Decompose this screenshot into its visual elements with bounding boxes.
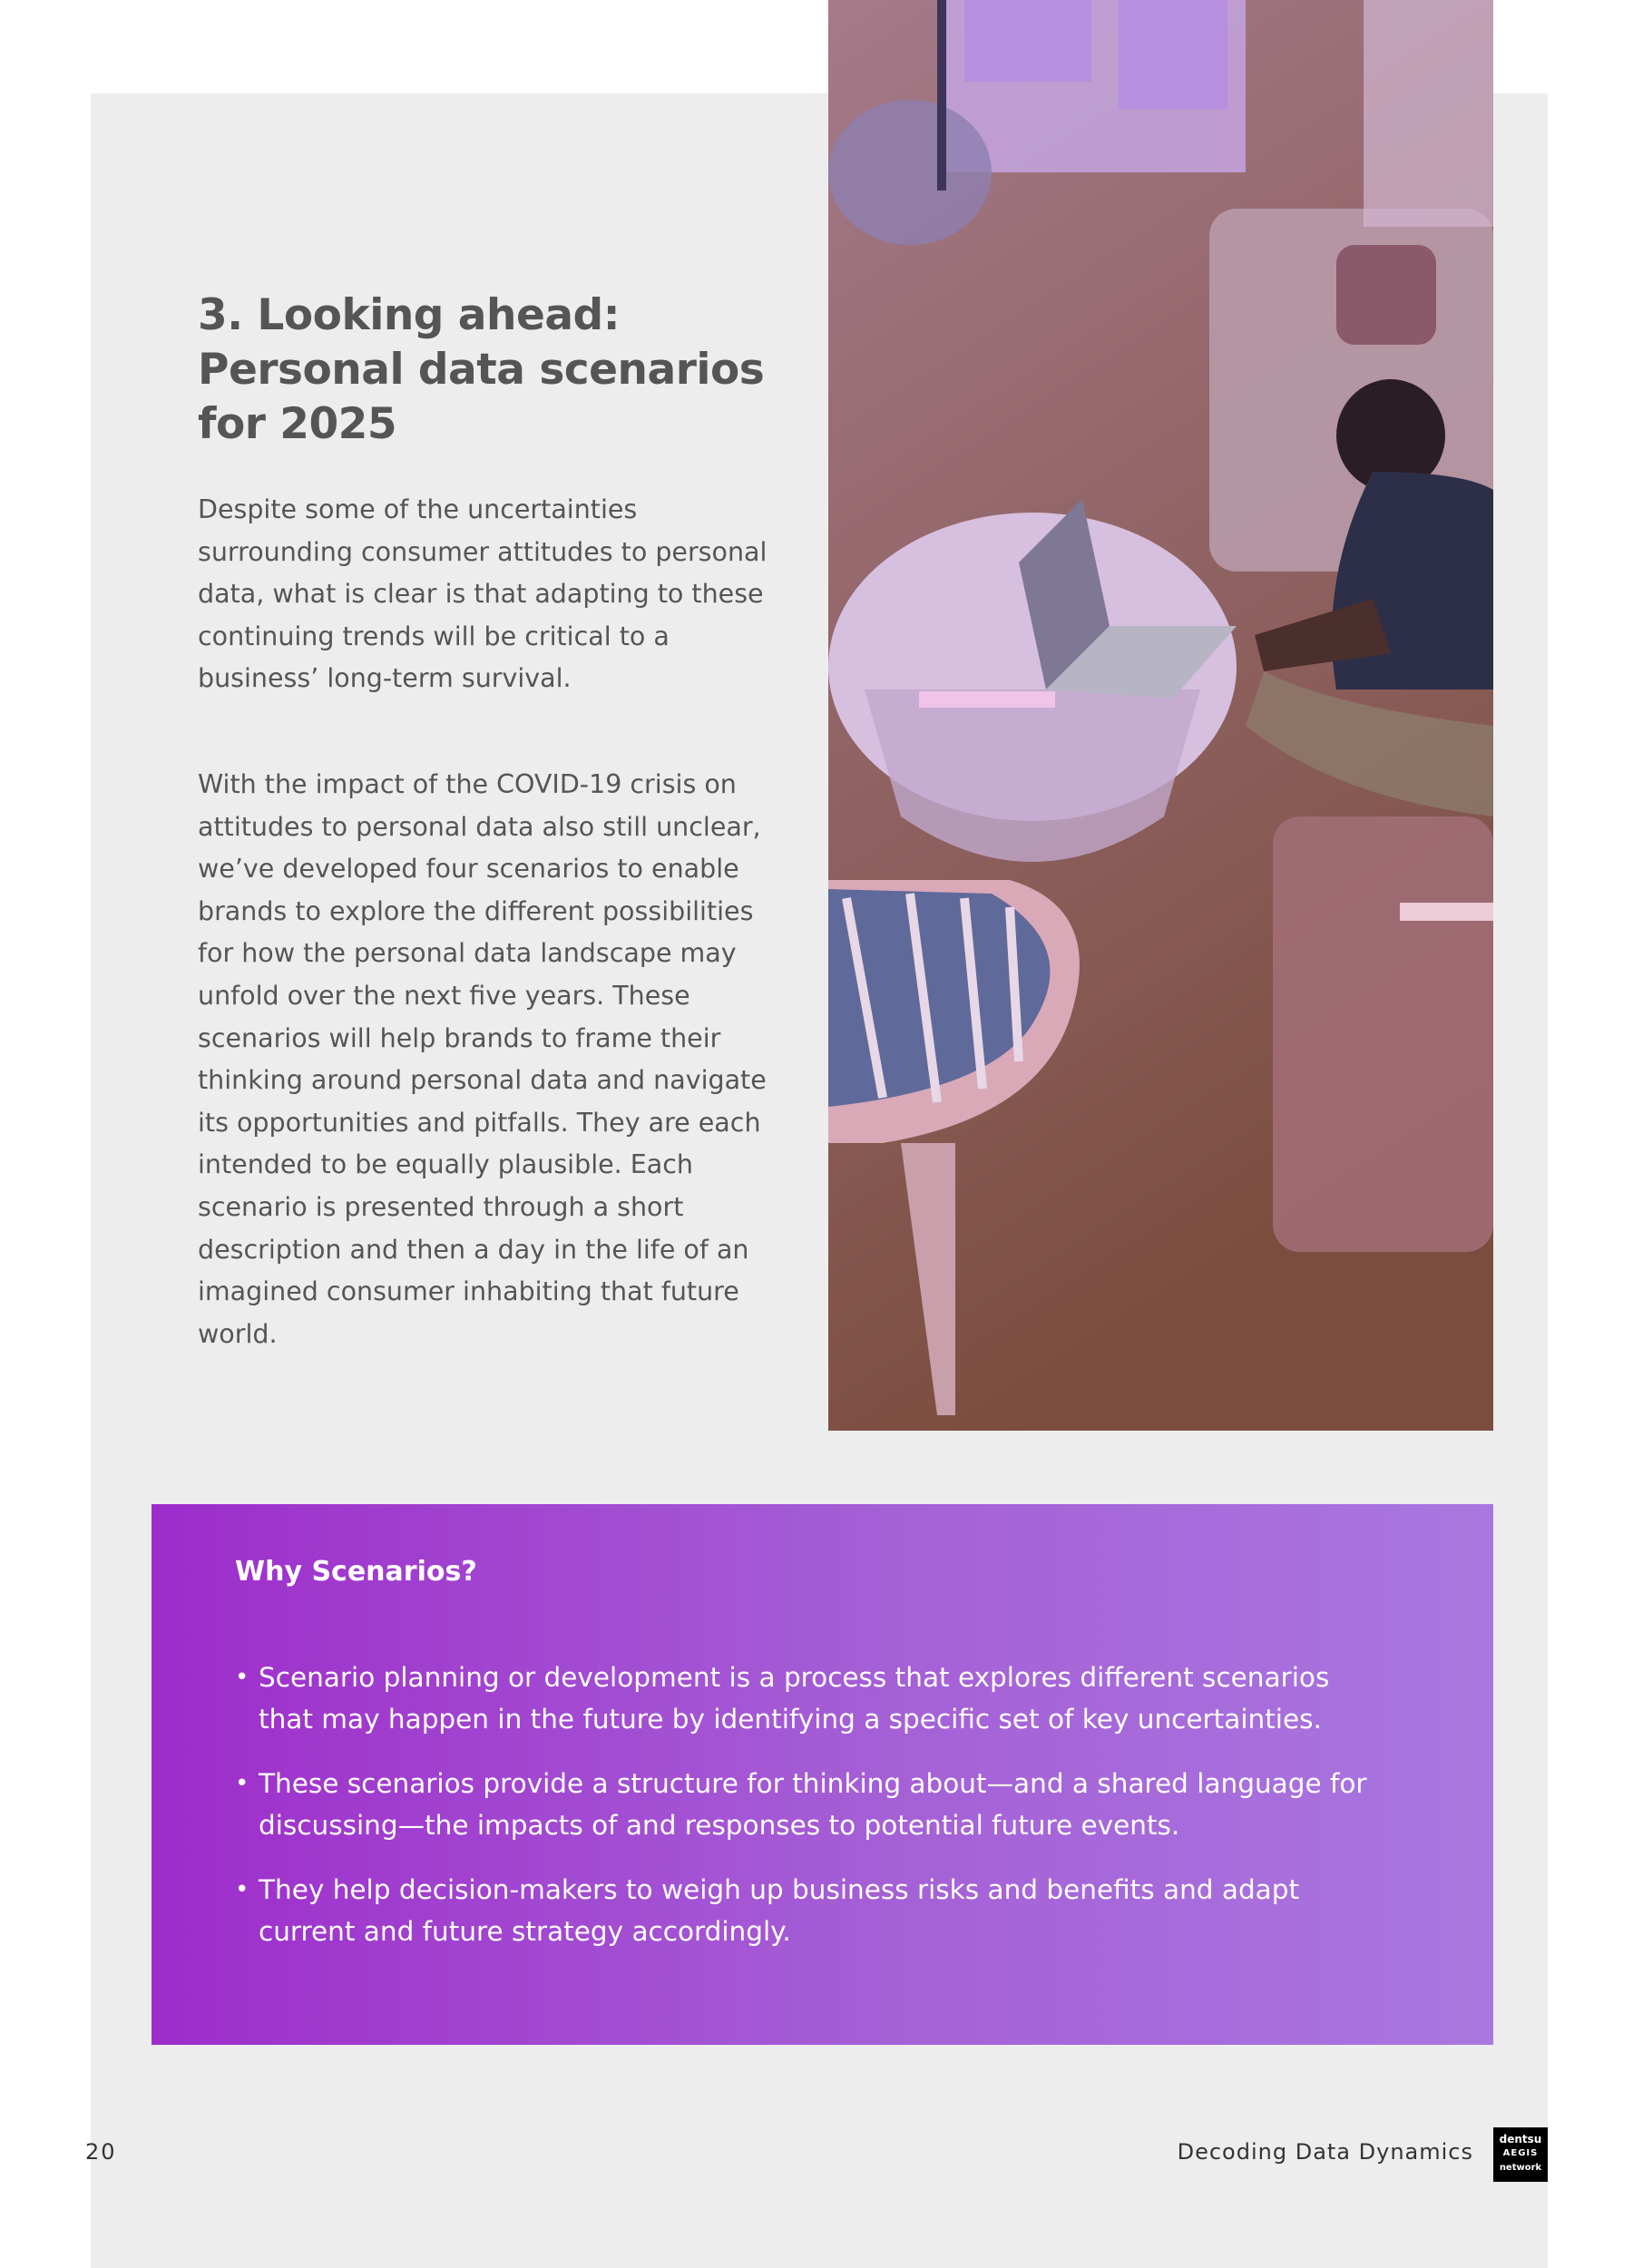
page-number: 20 xyxy=(85,2139,117,2165)
callout-bullet-text: Scenario planning or development is a process that explores different scenarios that may happen in the future by identifying a specific set of key uncertainties. xyxy=(259,1662,1330,1735)
bullet-dot-icon: • xyxy=(235,1770,249,1797)
cushion-shape xyxy=(1336,245,1436,345)
glitch-accent-shape xyxy=(919,691,1055,708)
body-paragraph-2: With the impact of the COVID-19 crisis on attitudes to personal data also still unclear, we’ve developed four scenarios to enable brands to explore the different possibilities for how the personal data landscape may unfold over the next five years. These scenarios will help brands to frame their thinking around personal data and navigate its opportunities and pitfalls. They are each intended to be equally plausible. Each scenario is presented through a short description and then a day in the life of an imagined consumer inhabiting that future world. xyxy=(198,769,767,1349)
section-heading: 3. Looking ahead: Personal data scenarios for 2025 xyxy=(198,290,765,449)
callout-bullet xyxy=(235,1763,1378,1846)
why-scenarios-callout xyxy=(152,1504,1493,2045)
photo-illustration xyxy=(828,0,1493,1431)
hero-photo xyxy=(828,0,1493,1431)
callout-title: Why Scenarios? xyxy=(235,1556,477,1588)
footer-document-title: Decoding Data Dynamics xyxy=(1177,2139,1473,2165)
patterned-cushion-shape xyxy=(1364,0,1493,227)
callout-bullet-text: They help decision-makers to weigh up business risks and benefits and adapt current and future strategy accordingly. xyxy=(259,1874,1300,1947)
logo-line: dentsu xyxy=(1499,2133,1542,2146)
callout-bullet-text: These scenarios provide a structure for thinking about—and a shared language for discussing—the impacts of and responses to potential future events. xyxy=(259,1768,1367,1841)
logo-line: AEGIS xyxy=(1502,2148,1539,2158)
glitch-accent-shape xyxy=(1400,903,1493,921)
lamp-base-shape xyxy=(828,100,992,245)
bullet-dot-icon: • xyxy=(235,1876,249,1903)
dentsu-aegis-logo xyxy=(1493,2127,1548,2182)
lamp-pole-shape xyxy=(937,0,946,191)
window-pane-shape xyxy=(964,0,1091,82)
logo-line: network xyxy=(1499,2163,1542,2173)
callout-bullet xyxy=(235,1869,1378,1952)
window-pane-shape xyxy=(1119,0,1227,109)
callout-bullet xyxy=(235,1657,1378,1740)
ottoman-shape xyxy=(1273,816,1493,1252)
bullet-dot-icon: • xyxy=(235,1664,249,1691)
callout-bullet-list xyxy=(235,1657,1378,1975)
body-paragraph-1: Despite some of the uncertainties surrounding consumer attitudes to personal data, what is clear is that adapting to these continuing trends will be critical to a business’ long-term survival. xyxy=(198,494,768,694)
